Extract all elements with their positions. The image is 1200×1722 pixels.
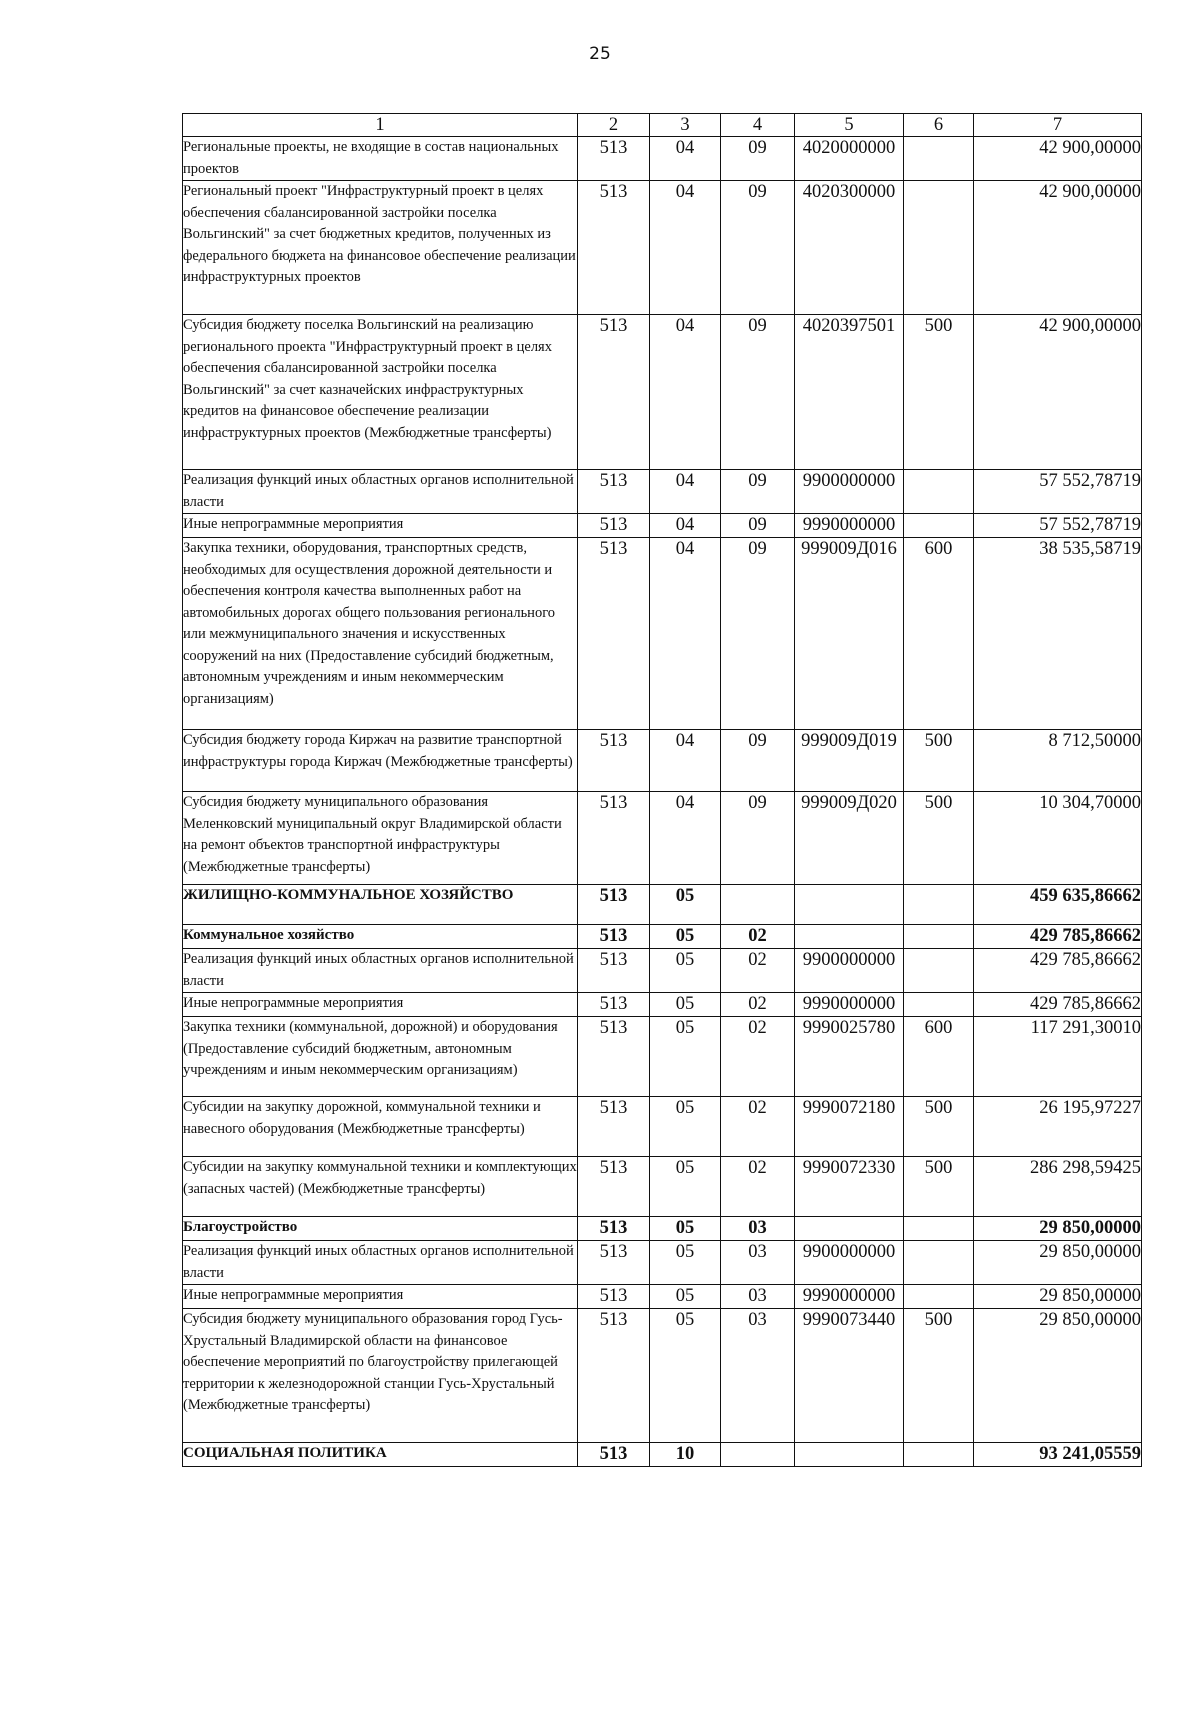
- code-admin: 513: [578, 792, 650, 885]
- code-subsection: 02: [721, 1097, 795, 1157]
- row-name: СОЦИАЛЬНАЯ ПОЛИТИКА: [183, 1443, 578, 1467]
- code-admin: 513: [578, 470, 650, 514]
- code-section: 04: [650, 730, 721, 792]
- column-header: 4: [721, 114, 795, 137]
- code-admin: 513: [578, 730, 650, 792]
- code-expense-type: 500: [904, 730, 974, 792]
- code-section: 05: [650, 1285, 721, 1309]
- code-admin: 513: [578, 1017, 650, 1097]
- code-admin: 513: [578, 1157, 650, 1217]
- code-subsection: [721, 1443, 795, 1467]
- code-section: 04: [650, 538, 721, 730]
- table-row: [183, 949, 1142, 993]
- budget-table: [182, 113, 1142, 1467]
- code-section: 05: [650, 949, 721, 993]
- row-amount: 429 785,86662: [974, 925, 1142, 949]
- code-expense-type: [904, 1285, 974, 1309]
- code-target: 999009Д019: [795, 730, 904, 792]
- row-amount: 459 635,86662: [974, 885, 1142, 925]
- table-row: [183, 1097, 1142, 1157]
- code-subsection: 09: [721, 315, 795, 470]
- header-row: [183, 114, 1142, 137]
- code-target: 9900000000: [795, 1241, 904, 1285]
- code-admin: 513: [578, 137, 650, 181]
- table-row: [183, 993, 1142, 1017]
- code-section: 04: [650, 315, 721, 470]
- code-expense-type: [904, 993, 974, 1017]
- row-amount: 10 304,70000: [974, 792, 1142, 885]
- column-header: 5: [795, 114, 904, 137]
- table-row: [183, 514, 1142, 538]
- code-target: 999009Д020: [795, 792, 904, 885]
- code-admin: 513: [578, 1097, 650, 1157]
- row-name: Субсидии на закупку коммунальной техники и комплектующих (запасных частей) (Межбюджетные трансферты): [183, 1157, 578, 1217]
- code-subsection: 09: [721, 792, 795, 885]
- table-row: [183, 1285, 1142, 1309]
- row-name: Иные непрограммные мероприятия: [183, 993, 578, 1017]
- row-amount: 38 535,58719: [974, 538, 1142, 730]
- code-target: [795, 925, 904, 949]
- row-name: Иные непрограммные мероприятия: [183, 514, 578, 538]
- code-admin: 513: [578, 538, 650, 730]
- code-section: 05: [650, 1241, 721, 1285]
- code-expense-type: 500: [904, 1097, 974, 1157]
- code-target: 9990000000: [795, 993, 904, 1017]
- column-header: 6: [904, 114, 974, 137]
- code-section: 05: [650, 1157, 721, 1217]
- code-expense-type: [904, 470, 974, 514]
- row-name: Региональные проекты, не входящие в состав национальных проектов: [183, 137, 578, 181]
- table-row: [183, 1017, 1142, 1097]
- code-target: 4020397501: [795, 315, 904, 470]
- code-section: 05: [650, 925, 721, 949]
- row-amount: 42 900,00000: [974, 137, 1142, 181]
- code-admin: 513: [578, 1241, 650, 1285]
- row-amount: 29 850,00000: [974, 1309, 1142, 1443]
- code-target: 4020000000: [795, 137, 904, 181]
- code-expense-type: [904, 925, 974, 949]
- code-section: 05: [650, 1309, 721, 1443]
- code-subsection: 02: [721, 993, 795, 1017]
- column-header: 1: [183, 114, 578, 137]
- code-target: 9900000000: [795, 470, 904, 514]
- table-row: [183, 1157, 1142, 1217]
- code-admin: 513: [578, 949, 650, 993]
- code-expense-type: 600: [904, 538, 974, 730]
- code-section: 05: [650, 885, 721, 925]
- code-subsection: [721, 885, 795, 925]
- code-admin: 513: [578, 514, 650, 538]
- row-amount: 429 785,86662: [974, 949, 1142, 993]
- row-name: Субсидия бюджету муниципального образования город Гусь-Хрустальный Владимирской области на финансовое обеспечение мероприятий по благоустройству прилегающей территории к железнодорожной станции Гусь-Хрустальный (Межбюджетные трансферты): [183, 1309, 578, 1443]
- table-row: [183, 925, 1142, 949]
- table-row: [183, 792, 1142, 885]
- code-target: 9990073440: [795, 1309, 904, 1443]
- code-target: 9990072180: [795, 1097, 904, 1157]
- row-amount: 29 850,00000: [974, 1217, 1142, 1241]
- code-admin: 513: [578, 993, 650, 1017]
- code-section: 05: [650, 993, 721, 1017]
- code-expense-type: [904, 181, 974, 315]
- row-amount: 26 195,97227: [974, 1097, 1142, 1157]
- code-subsection: 02: [721, 949, 795, 993]
- table-row: [183, 885, 1142, 925]
- code-subsection: 09: [721, 470, 795, 514]
- column-header: 7: [974, 114, 1142, 137]
- table-row: [183, 538, 1142, 730]
- code-expense-type: [904, 1241, 974, 1285]
- row-name: Благоустройство: [183, 1217, 578, 1241]
- code-target: [795, 1443, 904, 1467]
- code-expense-type: 500: [904, 1309, 974, 1443]
- row-name: ЖИЛИЩНО-КОММУНАЛЬНОЕ ХОЗЯЙСТВО: [183, 885, 578, 925]
- code-target: [795, 1217, 904, 1241]
- code-subsection: 02: [721, 1017, 795, 1097]
- code-expense-type: 500: [904, 315, 974, 470]
- code-expense-type: 500: [904, 1157, 974, 1217]
- table-row: [183, 1241, 1142, 1285]
- code-subsection: 02: [721, 1157, 795, 1217]
- row-name: Субсидия бюджету города Киржач на развитие транспортной инфраструктуры города Киржач (Межбюджетные трансферты): [183, 730, 578, 792]
- code-section: 05: [650, 1217, 721, 1241]
- row-amount: 29 850,00000: [974, 1241, 1142, 1285]
- row-name: Реализация функций иных областных органов исполнительной власти: [183, 949, 578, 993]
- code-expense-type: 600: [904, 1017, 974, 1097]
- code-section: 10: [650, 1443, 721, 1467]
- column-header: 2: [578, 114, 650, 137]
- code-subsection: 03: [721, 1285, 795, 1309]
- table-row: [183, 181, 1142, 315]
- row-name: Реализация функций иных областных органов исполнительной власти: [183, 1241, 578, 1285]
- table-row: [183, 1309, 1142, 1443]
- code-admin: 513: [578, 181, 650, 315]
- code-subsection: 02: [721, 925, 795, 949]
- code-expense-type: [904, 1443, 974, 1467]
- column-header: 3: [650, 114, 721, 137]
- code-subsection: 09: [721, 137, 795, 181]
- code-subsection: 09: [721, 181, 795, 315]
- table-row: [183, 315, 1142, 470]
- code-admin: 513: [578, 1443, 650, 1467]
- code-section: 04: [650, 181, 721, 315]
- code-subsection: 09: [721, 538, 795, 730]
- row-amount: 8 712,50000: [974, 730, 1142, 792]
- row-name: Закупка техники (коммунальной, дорожной) и оборудования (Предоставление субсидий бюджетным, автономным учреждениям и иным некоммерческим организациям): [183, 1017, 578, 1097]
- code-subsection: 03: [721, 1241, 795, 1285]
- code-subsection: 09: [721, 514, 795, 538]
- code-admin: 513: [578, 925, 650, 949]
- code-expense-type: [904, 949, 974, 993]
- page-number: 25: [589, 44, 611, 64]
- code-section: 04: [650, 137, 721, 181]
- row-name: Субсидии на закупку дорожной, коммунальной техники и навесного оборудования (Межбюджетные трансферты): [183, 1097, 578, 1157]
- code-expense-type: [904, 1217, 974, 1241]
- code-admin: 513: [578, 885, 650, 925]
- code-target: 999009Д016: [795, 538, 904, 730]
- code-expense-type: [904, 885, 974, 925]
- row-amount: 117 291,30010: [974, 1017, 1142, 1097]
- code-section: 04: [650, 470, 721, 514]
- code-admin: 513: [578, 1285, 650, 1309]
- code-subsection: 09: [721, 730, 795, 792]
- row-name: Региональный проект "Инфраструктурный проект в целях обеспечения сбалансированной застройки поселка Вольгинский" за счет бюджетных кредитов, полученных из федерального бюджета на финансовое обеспечение реализации инфраструктурных проектов: [183, 181, 578, 315]
- row-name: Реализация функций иных областных органов исполнительной власти: [183, 470, 578, 514]
- row-name: Коммунальное хозяйство: [183, 925, 578, 949]
- code-target: 9990000000: [795, 1285, 904, 1309]
- code-target: 4020300000: [795, 181, 904, 315]
- table-row: [183, 137, 1142, 181]
- code-admin: 513: [578, 1309, 650, 1443]
- code-section: 05: [650, 1097, 721, 1157]
- code-expense-type: [904, 137, 974, 181]
- row-name: Субсидия бюджету муниципального образования Меленковский муниципальный округ Владимирской области на ремонт объектов транспортной инфраструктуры (Межбюджетные трансферты): [183, 792, 578, 885]
- code-section: 04: [650, 514, 721, 538]
- row-amount: 42 900,00000: [974, 181, 1142, 315]
- code-admin: 513: [578, 1217, 650, 1241]
- code-target: 9990072330: [795, 1157, 904, 1217]
- row-name: Субсидия бюджету поселка Вольгинский на реализацию регионального проекта "Инфраструктурный проект в целях обеспечения сбалансированной застройки поселка Вольгинский" за счет казначейских инфраструктурных кредитов на финансовое обеспечение реализации инфраструктурных проектов (Межбюджетные трансферты): [183, 315, 578, 470]
- row-amount: 93 241,05559: [974, 1443, 1142, 1467]
- table-row: [183, 730, 1142, 792]
- row-amount: 57 552,78719: [974, 470, 1142, 514]
- row-name: Закупка техники, оборудования, транспортных средств, необходимых для осуществления дорожной деятельности и обеспечения контроля качества выполненных работ на автомобильных дорогах общего пользования регионального или межмуниципального значения и искусственных сооружений на них (Предоставление субсидий бюджетным, автономным учреждениям и иным некоммерческим организациям): [183, 538, 578, 730]
- row-amount: 286 298,59425: [974, 1157, 1142, 1217]
- code-section: 05: [650, 1017, 721, 1097]
- code-subsection: 03: [721, 1217, 795, 1241]
- code-target: 9900000000: [795, 949, 904, 993]
- table-row: [183, 470, 1142, 514]
- table-row: [183, 1443, 1142, 1467]
- code-subsection: 03: [721, 1309, 795, 1443]
- code-target: 9990025780: [795, 1017, 904, 1097]
- code-target: 9990000000: [795, 514, 904, 538]
- code-section: 04: [650, 792, 721, 885]
- row-amount: 29 850,00000: [974, 1285, 1142, 1309]
- row-amount: 42 900,00000: [974, 315, 1142, 470]
- row-amount: 57 552,78719: [974, 514, 1142, 538]
- code-expense-type: [904, 514, 974, 538]
- row-amount: 429 785,86662: [974, 993, 1142, 1017]
- code-admin: 513: [578, 315, 650, 470]
- row-name: Иные непрограммные мероприятия: [183, 1285, 578, 1309]
- code-expense-type: 500: [904, 792, 974, 885]
- table-row: [183, 1217, 1142, 1241]
- code-target: [795, 885, 904, 925]
